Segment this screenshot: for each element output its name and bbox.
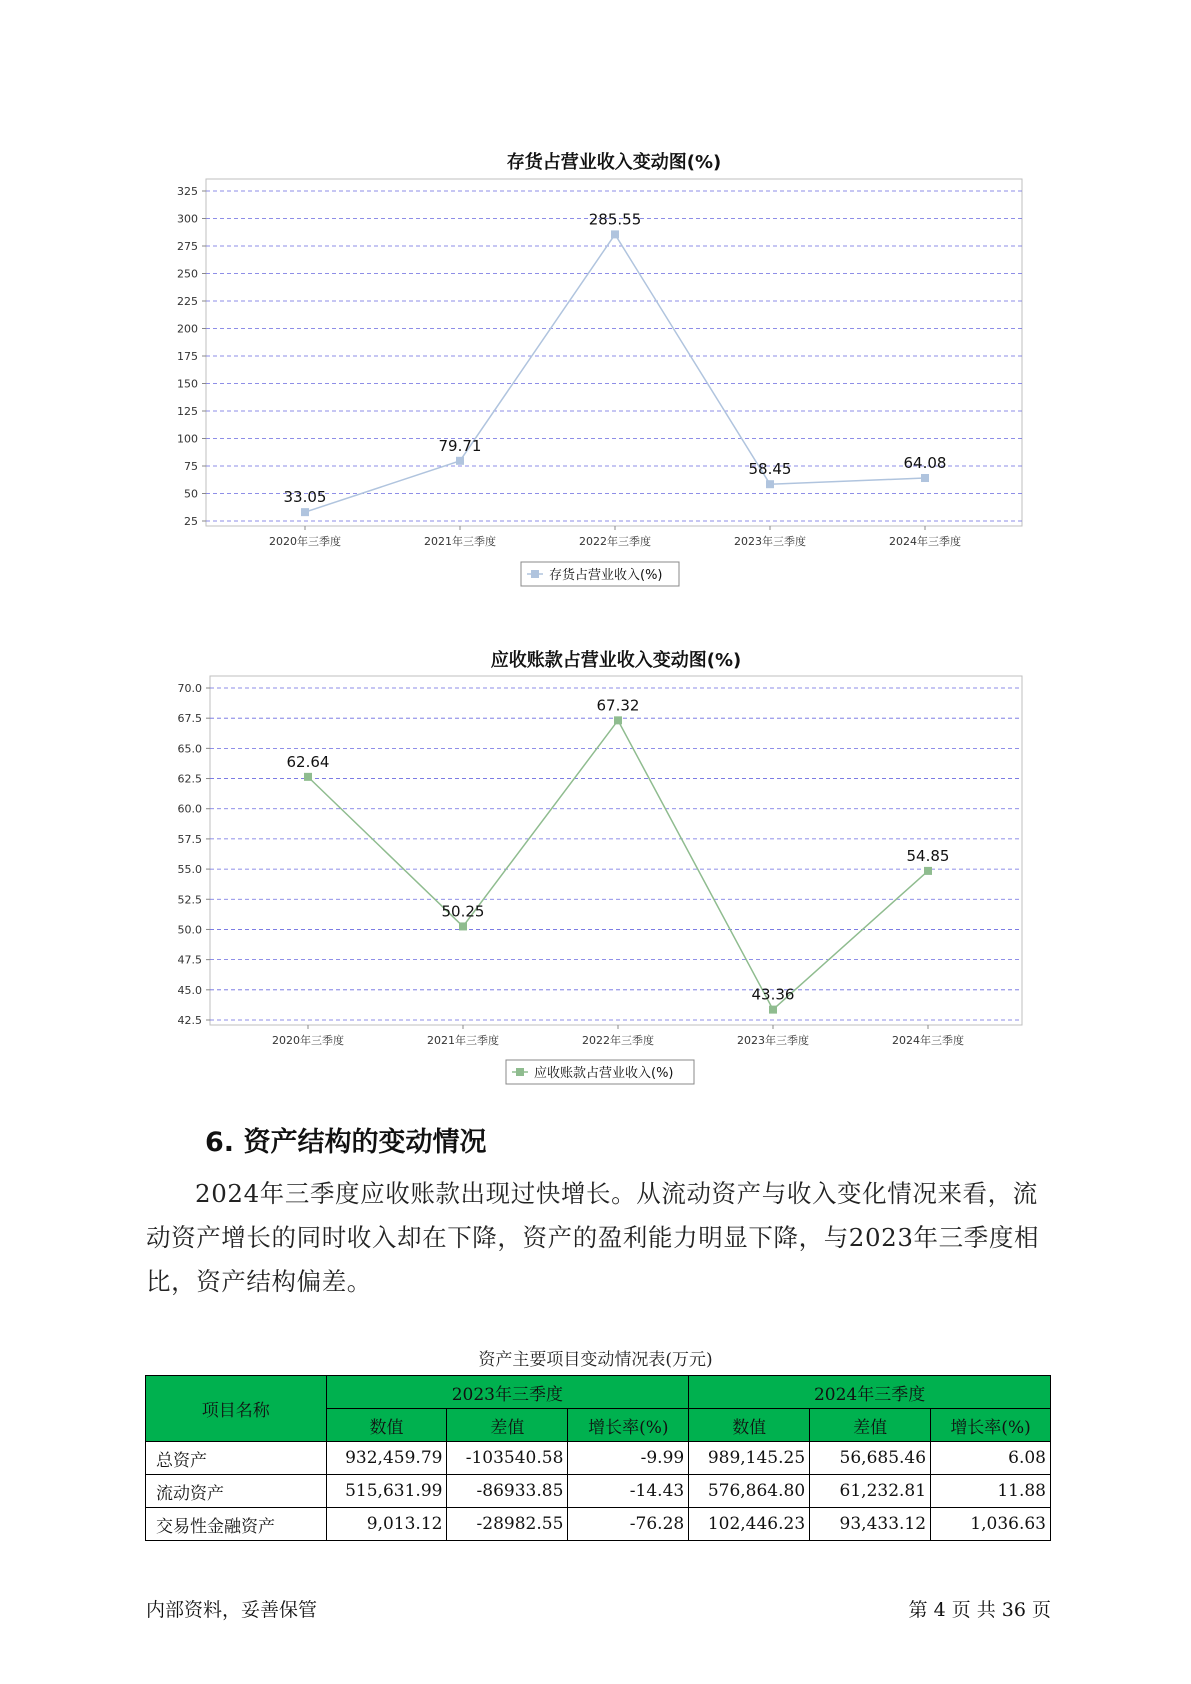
plot-area (210, 676, 1022, 1025)
cell-b-diff: 56,685.46 (810, 1442, 931, 1475)
y-tick-label: 150 (177, 377, 198, 391)
legend-label: 应收账款占营业收入(%) (534, 1066, 674, 1081)
y-tick-label: 300 (177, 212, 198, 226)
cell-b-rate: 11.88 (931, 1475, 1051, 1508)
cell-a-value: 932,459.79 (326, 1442, 447, 1475)
data-label: 33.05 (283, 488, 327, 507)
cell-b-value: 989,145.25 (689, 1442, 810, 1475)
y-tick-label: 200 (177, 322, 198, 336)
receivables-chart-svg (0, 636, 1191, 1096)
data-point (459, 922, 467, 930)
subheader-diff: 差值 (810, 1409, 931, 1442)
data-point (304, 773, 312, 781)
x-tick-label: 2022年三季度 (579, 535, 651, 548)
x-tick-label: 2022年三季度 (582, 1034, 654, 1047)
x-tick-label: 2024年三季度 (892, 1034, 964, 1047)
x-tick-label: 2020年三季度 (269, 535, 341, 548)
data-label: 67.32 (596, 696, 640, 715)
row-name: 流动资产 (146, 1475, 327, 1508)
data-point (456, 457, 464, 465)
data-label: 79.71 (438, 436, 482, 455)
y-tick-label: 325 (177, 185, 198, 198)
x-tick-label: 2021年三季度 (424, 535, 496, 548)
cell-a-rate: -76.28 (568, 1508, 689, 1541)
subheader-rate: 增长率(%) (568, 1409, 689, 1442)
cell-b-diff: 61,232.81 (810, 1475, 931, 1508)
data-point (769, 1006, 777, 1014)
legend-marker (531, 570, 539, 578)
inventory-chart-svg (0, 138, 1191, 598)
y-tick-label: 250 (177, 267, 198, 281)
subheader-diff: 差值 (447, 1409, 568, 1442)
data-point (301, 508, 309, 516)
y-tick-label: 62.5 (177, 772, 202, 786)
y-tick-label: 125 (177, 405, 198, 418)
x-tick-label: 2023年三季度 (737, 1034, 809, 1047)
y-tick-label: 67.5 (177, 712, 202, 726)
data-point (921, 474, 929, 482)
data-point (614, 716, 622, 724)
cell-a-diff: -86933.85 (447, 1475, 568, 1508)
chart-title: 应收账款占营业收入变动图(%) (490, 650, 742, 671)
data-label: 43.36 (751, 985, 795, 1004)
subheader-value: 数值 (689, 1409, 810, 1442)
cell-b-value: 102,446.23 (689, 1508, 810, 1541)
row-name: 总资产 (146, 1442, 327, 1475)
y-tick-label: 52.5 (177, 893, 202, 907)
section-paragraph: 2024年三季度应收账款出现过快增长。从流动资产与收入变化情况来看，流动资产增长的同时收入却在下降，资产的盈利能力明显下降，与2023年三季度相比，资产结构偏差。 (146, 1179, 1040, 1296)
y-tick-label: 65.0 (177, 742, 202, 756)
y-tick-label: 75 (184, 460, 198, 473)
legend (506, 1060, 694, 1084)
table-row (146, 1508, 1051, 1541)
cell-a-diff: -28982.55 (447, 1508, 568, 1541)
asset-table (145, 1375, 1051, 1541)
cell-b-rate: 6.08 (931, 1442, 1051, 1475)
row-name: 交易性金融资产 (146, 1508, 327, 1541)
header-period-a: 2023年三季度 (326, 1376, 689, 1409)
page-number: 第 4 页 共 36 页 (908, 1599, 1051, 1621)
legend-label: 存货占营业收入(%) (549, 568, 663, 583)
y-tick-label: 50 (184, 487, 198, 501)
y-tick-label: 42.5 (177, 1014, 202, 1027)
footer-note: 内部资料，妥善保管 (146, 1599, 318, 1621)
subheader-value: 数值 (326, 1409, 447, 1442)
table-row (146, 1442, 1051, 1475)
receivables-chart (0, 636, 1191, 1096)
x-tick-label: 2021年三季度 (427, 1034, 499, 1047)
cell-a-value: 515,631.99 (326, 1475, 447, 1508)
y-tick-label: 275 (177, 240, 198, 253)
chart-title: 存货占营业收入变动图(%) (506, 152, 722, 173)
y-tick-label: 57.5 (177, 832, 202, 846)
legend (521, 562, 679, 586)
y-tick-label: 25 (184, 515, 198, 528)
y-tick-label: 47.5 (177, 953, 202, 967)
table-row (146, 1475, 1051, 1508)
cell-a-rate: -14.43 (568, 1475, 689, 1508)
x-tick-label: 2023年三季度 (734, 535, 806, 548)
x-tick-label: 2020年三季度 (272, 1034, 344, 1047)
data-point (611, 230, 619, 238)
cell-b-rate: 1,036.63 (931, 1508, 1051, 1541)
y-tick-label: 175 (177, 350, 198, 363)
y-tick-label: 50.0 (177, 923, 202, 937)
subheader-rate: 增长率(%) (931, 1409, 1051, 1442)
cell-a-value: 9,013.12 (326, 1508, 447, 1541)
table-caption: 资产主要项目变动情况表(万元) (478, 1350, 713, 1370)
legend-marker (516, 1068, 524, 1076)
y-tick-label: 70.0 (177, 682, 202, 695)
y-tick-label: 55.0 (177, 863, 202, 877)
table-header-row (146, 1376, 1051, 1409)
data-label: 58.45 (748, 460, 792, 479)
y-tick-label: 225 (177, 295, 198, 308)
data-label: 50.25 (441, 902, 485, 921)
data-label: 285.55 (588, 210, 642, 229)
y-tick-label: 100 (177, 432, 198, 446)
y-tick-label: 60.0 (177, 802, 202, 816)
cell-b-diff: 93,433.12 (810, 1508, 931, 1541)
header-period-b: 2024年三季度 (689, 1376, 1051, 1409)
data-point (924, 867, 932, 875)
section-heading: 6. 资产结构的变动情况 (205, 1127, 487, 1158)
data-point (766, 480, 774, 488)
cell-b-value: 576,864.80 (689, 1475, 810, 1508)
data-label: 54.85 (906, 846, 950, 865)
cell-a-diff: -103540.58 (447, 1442, 568, 1475)
x-tick-label: 2024年三季度 (889, 535, 961, 548)
data-label: 62.64 (286, 752, 330, 771)
header-item-name: 项目名称 (146, 1376, 327, 1442)
cell-a-rate: -9.99 (568, 1442, 689, 1475)
data-label: 64.08 (903, 454, 947, 473)
y-tick-label: 45.0 (177, 983, 202, 997)
inventory-chart (0, 138, 1191, 598)
